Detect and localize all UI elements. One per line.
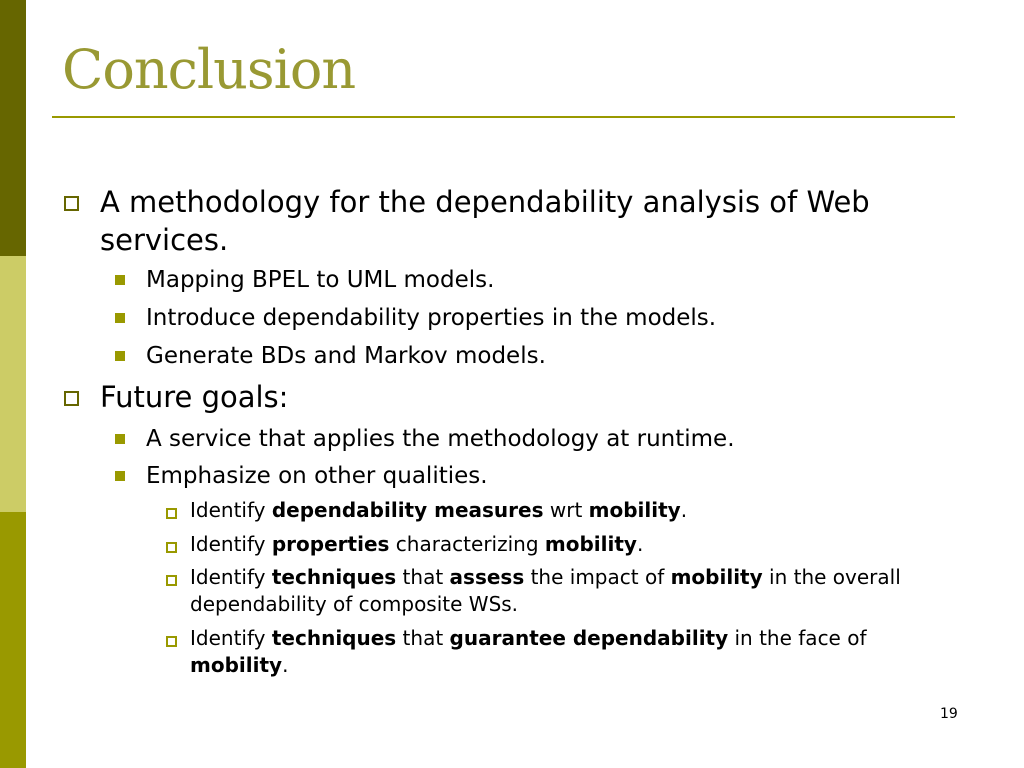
goal-properties: Identify properties characterizing mobility. <box>190 532 644 556</box>
hollow-square-bullet-icon <box>166 542 177 553</box>
sub-bullet-service: A service that applies the methodology at runtime. <box>146 426 735 452</box>
slide-title: Conclusion <box>62 38 356 101</box>
square-bullet-icon <box>64 196 79 211</box>
sub-bullet-mapping: Mapping BPEL to UML models. <box>146 267 495 293</box>
hollow-square-bullet-icon <box>166 575 177 586</box>
page-number: 19 <box>940 706 958 722</box>
filled-square-bullet-icon <box>115 434 125 444</box>
square-bullet-icon <box>64 391 79 406</box>
sub-bullet-generate: Generate BDs and Markov models. <box>146 343 546 369</box>
sub-bullet-emphasize: Emphasize on other qualities. <box>146 463 488 489</box>
bullet-methodology: A methodology for the dependability analysis of Web services. <box>100 185 870 257</box>
goal-guarantee-techniques: Identify techniques that guarantee dependability in the face of mobility. <box>190 626 867 677</box>
filled-square-bullet-icon <box>115 275 125 285</box>
filled-square-bullet-icon <box>115 313 125 323</box>
sub-bullet-introduce: Introduce dependability properties in the models. <box>146 305 717 331</box>
filled-square-bullet-icon <box>115 351 125 361</box>
bullet-future-goals: Future goals: <box>100 380 289 414</box>
goal-assess-techniques: Identify techniques that assess the impact of mobility in the overall dependability of composite WSs. <box>190 565 901 616</box>
filled-square-bullet-icon <box>115 471 125 481</box>
hollow-square-bullet-icon <box>166 508 177 519</box>
hollow-square-bullet-icon <box>166 636 177 647</box>
goal-dependability-measures: Identify dependability measures wrt mobility. <box>190 498 688 522</box>
